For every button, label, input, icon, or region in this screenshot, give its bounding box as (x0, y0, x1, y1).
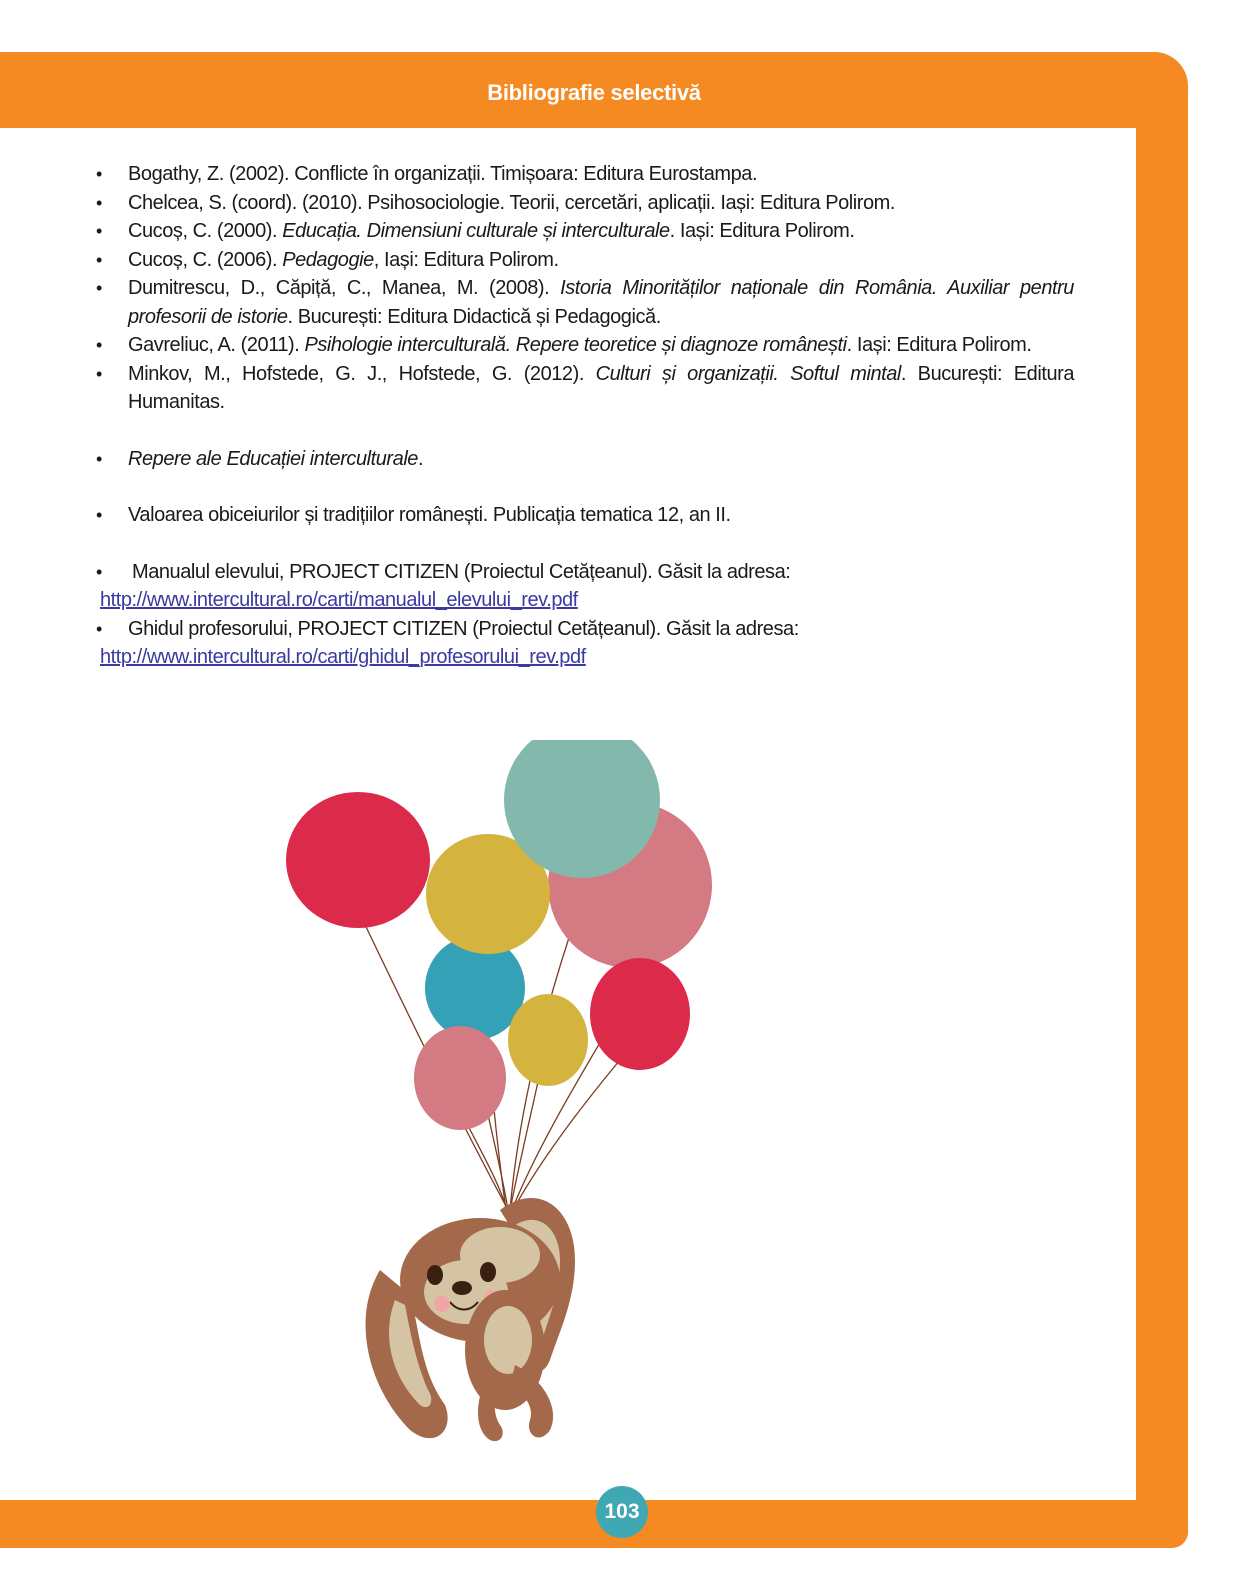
bibliography-entry: • Cucoș, C. (2006). Pedagogie, Iași: Editura Polirom. (96, 246, 1074, 275)
bibliography-entry: • Cucoș, C. (2000). Educația. Dimensiuni culturale și interculturale. Iași: Editura Polirom. (96, 217, 1074, 246)
bunny-icon (366, 1198, 575, 1441)
bibliography-entry: • Bogathy, Z. (2002). Conflicte în organizații. Timișoara: Editura Eurostampa. (96, 160, 1074, 189)
page-title: Bibliografie selectivă (487, 80, 701, 105)
bibliography-entry-manual: • Manualul elevului, PROJECT CITIZEN (Proiectul Cetățeanul). Găsit la adresa: (96, 558, 1074, 587)
bibliography-entry: • Chelcea, S. (coord). (2010). Psihosociologie. Teorii, cercetări, aplicații. Iași: Editura Polirom. (96, 189, 1074, 218)
right-frame-bar (1136, 100, 1188, 1545)
bibliography-entry-ghid: • Ghidul profesorului, PROJECT CITIZEN (Proiectul Cetățeanul). Găsit la adresa: (96, 615, 1074, 644)
balloon-pink-small (414, 1026, 506, 1130)
bibliography-content (96, 160, 1074, 672)
balloon-yellow-small (508, 994, 588, 1086)
bibliography-entry: • Dumitrescu, D., Căpiță, C., Manea, M. (2008). Istoria Minorităților naționale din România. Auxiliar pentru profesorii de istorie. București: Editura Didactică și Pedagogică. (96, 274, 1074, 331)
bibliography-entry: • Gavreliuc, A. (2011). Psihologie interculturală. Repere teoretice și diagnoze românești. Iași: Editura Polirom. (96, 331, 1074, 360)
ghid-link[interactable]: http://www.intercultural.ro/carti/ghidul_profesorului_rev.pdf (100, 646, 586, 668)
bibliography-entry-valoarea: • Valoarea obiceiurilor și tradițiilor românești. Publicația tematica 12, an II. (96, 501, 1074, 530)
footer-bar (0, 1500, 1188, 1548)
page-number-badge: 103 (596, 1486, 648, 1538)
manual-link[interactable]: http://www.intercultural.ro/carti/manualul_elevului_rev.pdf (100, 589, 578, 611)
balloon-red-right (590, 958, 690, 1070)
bibliography-entry: • Minkov, M., Hofstede, G. J., Hofstede, G. (2012). Culturi și organizații. Softul mintal. București: Editura Humanitas. (96, 360, 1074, 417)
bibliography-list (96, 160, 1074, 417)
bibliography-entry-repere: • Repere ale Educației interculturale. (96, 445, 1074, 474)
balloons-bunny-illustration (270, 740, 740, 1460)
balloon-red-left (286, 792, 430, 928)
